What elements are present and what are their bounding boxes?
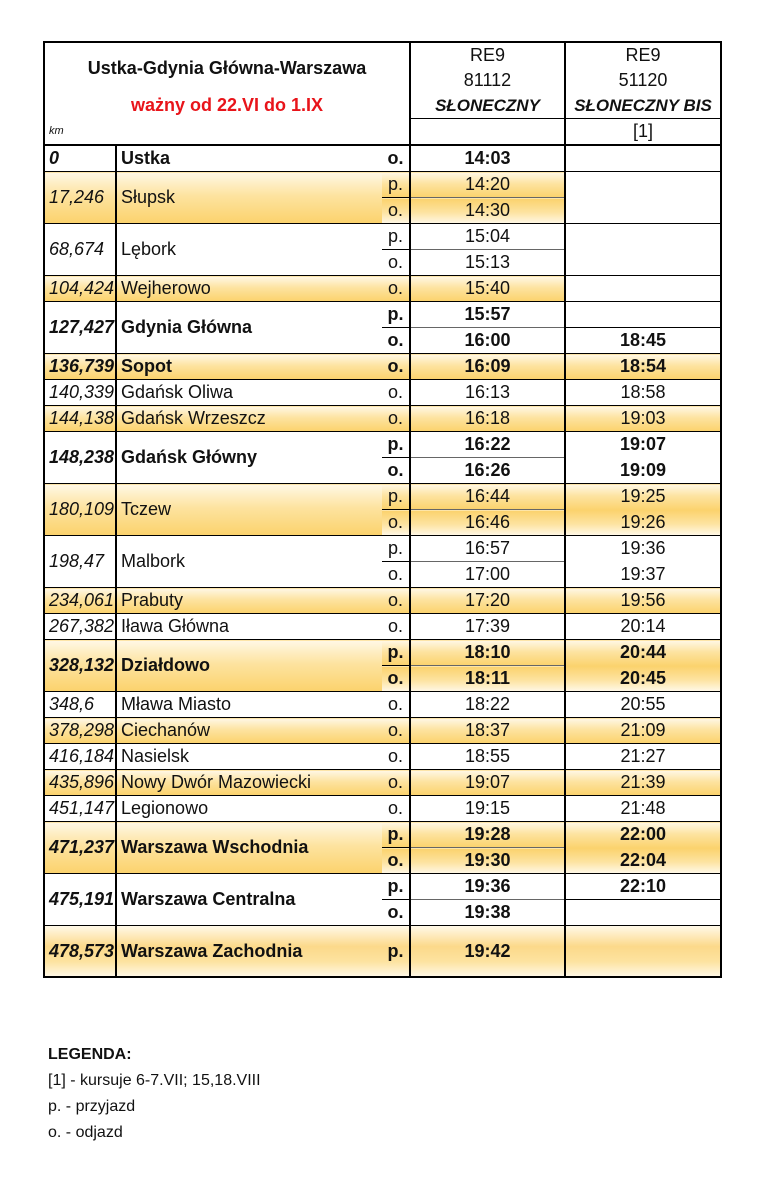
station-row — [44, 302, 721, 328]
train2-time: 21:39 — [565, 770, 721, 796]
km-value: 471,237 — [44, 822, 116, 874]
train1-time: 19:36 — [410, 874, 565, 900]
train2-time: 19:09 — [565, 458, 721, 484]
train1-time: 16:57 — [410, 536, 565, 562]
station-name: Gdańsk Oliwa — [116, 380, 382, 406]
train2-time: 19:25 — [565, 484, 721, 510]
station-name: Nowy Dwór Mazowiecki — [116, 770, 382, 796]
arrival-departure-mark: o. — [382, 900, 410, 926]
km-value: 198,47 — [44, 536, 116, 588]
station-row — [44, 484, 721, 510]
train2-time: 22:10 — [565, 874, 721, 900]
station-row — [44, 276, 721, 302]
train2-time: 19:56 — [565, 588, 721, 614]
train2-note: [1] — [565, 119, 721, 146]
train1-time: 15:04 — [410, 224, 565, 250]
station-name: Nasielsk — [116, 744, 382, 770]
station-name: Gdańsk Główny — [116, 432, 382, 484]
arrival-departure-mark: o. — [382, 692, 410, 718]
train2-category: RE9 — [625, 45, 661, 65]
train2-time: 20:45 — [565, 666, 721, 692]
train2-time: 19:37 — [565, 562, 721, 588]
station-name: Mława Miasto — [116, 692, 382, 718]
train1-time: 16:09 — [410, 354, 565, 380]
km-value: 140,339 — [44, 380, 116, 406]
km-value: 68,674 — [44, 224, 116, 276]
train1-time: 18:55 — [410, 744, 565, 770]
arrival-departure-mark: o. — [382, 848, 410, 874]
arrival-departure-mark: o. — [382, 588, 410, 614]
station-row — [44, 432, 721, 458]
station-row — [44, 145, 721, 172]
station-row — [44, 926, 721, 978]
train1-number: 81112 — [410, 68, 565, 93]
km-value: 478,573 — [44, 926, 116, 978]
arrival-departure-mark: o. — [382, 744, 410, 770]
km-value: 127,427 — [44, 302, 116, 354]
train2-time — [565, 900, 721, 926]
arrival-departure-mark: p. — [382, 874, 410, 900]
station-name: Warszawa Wschodnia — [116, 822, 382, 874]
train2-time — [565, 145, 721, 172]
train1-time: 19:07 — [410, 770, 565, 796]
arrival-departure-mark: o. — [382, 510, 410, 536]
train2-time — [565, 926, 721, 978]
station-name: Ustka — [116, 145, 382, 172]
station-row — [44, 744, 721, 770]
train1-category: RE9 — [410, 42, 565, 68]
train2-time — [565, 302, 721, 328]
legend-line: o. - odjazd — [48, 1124, 123, 1141]
train1-time: 16:18 — [410, 406, 565, 432]
train2-time: 22:04 — [565, 848, 721, 874]
train1-time: 19:42 — [410, 926, 565, 978]
arrival-departure-mark: o. — [382, 770, 410, 796]
km-value: 234,061 — [44, 588, 116, 614]
train1-time: 18:10 — [410, 640, 565, 666]
train2-time: 19:26 — [565, 510, 721, 536]
train2-time: 20:14 — [565, 614, 721, 640]
km-label: km — [49, 124, 64, 137]
train1-time: 19:38 — [410, 900, 565, 926]
arrival-departure-mark: p. — [382, 926, 410, 978]
km-value: 435,896 — [44, 770, 116, 796]
km-value: 104,424 — [44, 276, 116, 302]
train2-time — [565, 276, 721, 302]
train2-time: 21:48 — [565, 796, 721, 822]
station-row — [44, 718, 721, 744]
station-name: Sopot — [116, 354, 382, 380]
train1-time: 17:39 — [410, 614, 565, 640]
arrival-departure-mark: o. — [382, 614, 410, 640]
km-value: 148,238 — [44, 432, 116, 484]
legend-line: p. - przyjazd — [48, 1098, 136, 1115]
train1-time: 15:57 — [410, 302, 565, 328]
station-row — [44, 224, 721, 250]
station-name: Wejherowo — [116, 276, 382, 302]
station-name: Słupsk — [116, 172, 382, 224]
arrival-departure-mark: p. — [382, 302, 410, 328]
station-row — [44, 614, 721, 640]
station-name: Warszawa Zachodnia — [116, 926, 382, 978]
train1-name: SŁONECZNY — [410, 93, 565, 119]
train1-time: 14:03 — [410, 145, 565, 172]
station-row — [44, 874, 721, 900]
train2-time — [565, 198, 721, 224]
km-value: 475,191 — [44, 874, 116, 926]
station-row — [44, 354, 721, 380]
train2-time: 21:27 — [565, 744, 721, 770]
arrival-departure-mark: p. — [382, 822, 410, 848]
arrival-departure-mark: o. — [382, 406, 410, 432]
train1-time: 18:37 — [410, 718, 565, 744]
train1-time: 17:00 — [410, 562, 565, 588]
km-value: 348,6 — [44, 692, 116, 718]
train1-time: 17:20 — [410, 588, 565, 614]
train1-time: 16:44 — [410, 484, 565, 510]
arrival-departure-mark: p. — [382, 224, 410, 250]
arrival-departure-mark: p. — [382, 484, 410, 510]
train1-time: 19:15 — [410, 796, 565, 822]
train1-time: 15:40 — [410, 276, 565, 302]
km-value: 416,184 — [44, 744, 116, 770]
station-name: Działdowo — [116, 640, 382, 692]
legend-line: [1] - kursuje 6-7.VII; 15,18.VIII — [48, 1072, 261, 1089]
station-name: Malbork — [116, 536, 382, 588]
train2-time: 20:55 — [565, 692, 721, 718]
train1-time: 18:11 — [410, 666, 565, 692]
route-title: Ustka-Gdynia Główna-Warszawa — [87, 57, 367, 78]
station-row — [44, 380, 721, 406]
arrival-departure-mark: o. — [382, 458, 410, 484]
train2-name: SŁONECZNY BIS — [565, 93, 721, 119]
train2-time: 18:45 — [565, 328, 721, 354]
arrival-departure-mark: o. — [382, 328, 410, 354]
arrival-departure-mark: o. — [382, 354, 410, 380]
arrival-departure-mark: o. — [382, 276, 410, 302]
arrival-departure-mark: o. — [382, 718, 410, 744]
km-value: 144,138 — [44, 406, 116, 432]
station-row — [44, 588, 721, 614]
legend-title: LEGENDA: — [48, 1046, 132, 1063]
train1-time: 18:22 — [410, 692, 565, 718]
station-name: Ciechanów — [116, 718, 382, 744]
station-name: Legionowo — [116, 796, 382, 822]
station-row — [44, 770, 721, 796]
station-row — [44, 822, 721, 848]
train2-time — [565, 172, 721, 198]
train2-time: 19:03 — [565, 406, 721, 432]
train1-time: 16:13 — [410, 380, 565, 406]
station-name: Iława Główna — [116, 614, 382, 640]
train2-time — [565, 224, 721, 250]
train1-time: 19:30 — [410, 848, 565, 874]
station-row — [44, 536, 721, 562]
station-name: Lębork — [116, 224, 382, 276]
train1-time: 16:46 — [410, 510, 565, 536]
train1-time: 14:20 — [410, 172, 565, 198]
km-value: 180,109 — [44, 484, 116, 536]
train2-time: 21:09 — [565, 718, 721, 744]
train1-time: 16:00 — [410, 328, 565, 354]
station-row — [44, 406, 721, 432]
km-value: 267,382 — [44, 614, 116, 640]
arrival-departure-mark: o. — [382, 145, 410, 172]
train2-time: 19:07 — [619, 434, 667, 455]
station-name: Warszawa Centralna — [116, 874, 382, 926]
train2-time: 22:00 — [565, 822, 721, 848]
train1-time: 19:28 — [410, 822, 565, 848]
km-value: 0 — [44, 145, 116, 172]
km-value: 136,739 — [44, 354, 116, 380]
train1-time: 16:22 — [410, 432, 565, 458]
arrival-departure-mark: o. — [382, 562, 410, 588]
station-name: Gdańsk Wrzeszcz — [116, 406, 382, 432]
train1-time: 15:13 — [410, 250, 565, 276]
station-row — [44, 796, 721, 822]
arrival-departure-mark: p. — [382, 172, 410, 198]
train2-time: 18:54 — [565, 354, 721, 380]
arrival-departure-mark: p. — [382, 536, 410, 562]
station-name: Tczew — [116, 484, 382, 536]
timetable — [43, 41, 722, 978]
station-name: Gdynia Główna — [116, 302, 382, 354]
train2-time: 19:36 — [620, 538, 666, 559]
km-value: 328,132 — [44, 640, 116, 692]
arrival-departure-mark: o. — [382, 198, 410, 224]
arrival-departure-mark: o. — [382, 796, 410, 822]
train1-time: 14:30 — [410, 198, 565, 224]
arrival-departure-mark: p. — [382, 640, 410, 666]
train2-number: 51120 — [618, 70, 668, 90]
train2-time — [565, 250, 721, 276]
arrival-departure-mark: p. — [382, 432, 410, 458]
train2-time: 20:44 — [565, 640, 721, 666]
train2-time: 18:58 — [565, 380, 721, 406]
arrival-departure-mark: o. — [382, 666, 410, 692]
station-row — [44, 692, 721, 718]
station-name: Prabuty — [116, 588, 382, 614]
station-row — [44, 172, 721, 198]
station-row — [44, 640, 721, 666]
legend — [48, 1042, 261, 1146]
arrival-departure-mark: o. — [382, 250, 410, 276]
train1-note — [410, 119, 565, 146]
km-value: 451,147 — [44, 796, 116, 822]
train1-time: 16:26 — [410, 458, 565, 484]
validity-note: ważny od 22.VI do 1.IX — [130, 95, 324, 116]
km-value: 17,246 — [44, 172, 116, 224]
arrival-departure-mark: o. — [382, 380, 410, 406]
km-value: 378,298 — [44, 718, 116, 744]
